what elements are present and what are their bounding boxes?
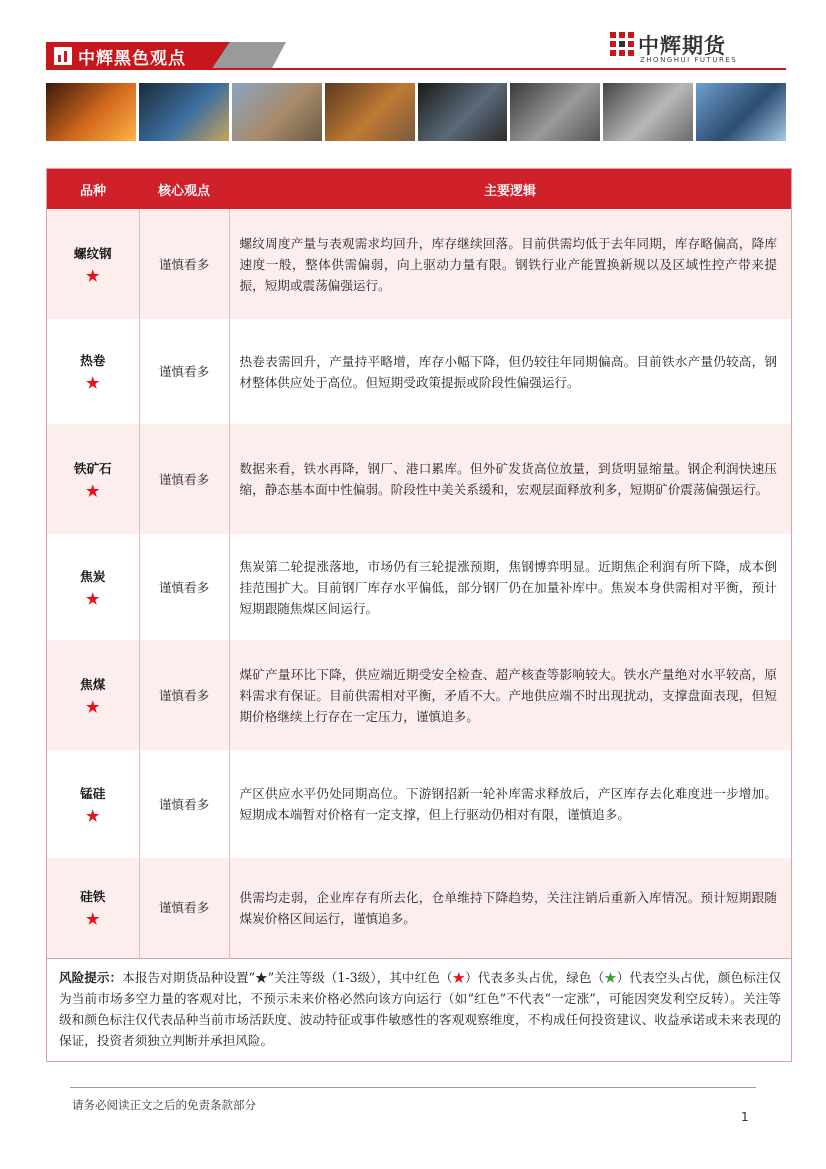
risk-disclaimer bbox=[47, 958, 791, 1061]
logo-name-cn: 中辉期货 bbox=[638, 34, 726, 58]
table-row-rebar bbox=[47, 209, 791, 319]
table-row-ferrosilicon bbox=[47, 858, 791, 958]
product-name: 锰硅 bbox=[80, 785, 106, 801]
red-star-icon: ★ bbox=[452, 969, 466, 985]
black-star-icon: ★ bbox=[255, 969, 268, 985]
logic-cell: 螺纹周度产量与表观需求均回升，库存继续回落。目前供需均低于去年同期，库存略偏高，降库速度一般，整体供需偏弱，向上驱动力量有限。钢铁行业产能置换新规以及区域性控产带来提振，短期或震荡偏强运行。 bbox=[229, 209, 791, 319]
logo-name-en: ZHONGHUI FUTURES bbox=[640, 56, 738, 64]
table-row-iron-ore bbox=[47, 424, 791, 534]
product-cell bbox=[47, 534, 139, 640]
product-cell bbox=[47, 858, 139, 958]
coal-lumps-photo bbox=[418, 83, 508, 141]
red-star-icon: ★ bbox=[86, 806, 100, 825]
logic-cell: 热卷表需回升，产量持平略增，库存小幅下降，但仍较往年同期偏高。目前铁水产量仍较高，钢材整体供应处于高位。但短期受政策提振或阶段性偏强运行。 bbox=[229, 319, 791, 424]
product-cell bbox=[47, 640, 139, 750]
steel-furnace-photo bbox=[46, 83, 136, 141]
excavator-photo bbox=[325, 83, 415, 141]
view-cell: 谨慎看多 bbox=[139, 424, 229, 534]
open-pit-mine-photo bbox=[232, 83, 322, 141]
product-cell bbox=[47, 319, 139, 424]
table-row-silicomanganese bbox=[47, 750, 791, 858]
company-logo bbox=[610, 30, 780, 70]
bar-chart-icon bbox=[54, 47, 72, 65]
risk-text: ”关注等级（1-3级），其中红色（ bbox=[267, 969, 453, 985]
risk-text: 本报告对期货品种设置“ bbox=[122, 969, 255, 985]
disclaimer-note: 请务必阅读正文之后的免责条款部分 bbox=[72, 1098, 256, 1112]
view-cell: 谨慎看多 bbox=[139, 534, 229, 640]
risk-text: ）代表空头占优，颜色标注仅为当前市场多空力量的客观对比，不预示未来价格必然向该方向运行（如“红色”不代表“一定涨”，可能因突发利空反转）。关注等级和颜色标注仅代表品种当前市场活跃度、波动特征或事件敏感性的客观观察维度，不构成任何投资建议、收益承诺或未来表现的保证，投资者须独立判断并承担风险。 bbox=[59, 969, 782, 1048]
product-cell bbox=[47, 424, 139, 534]
risk-row bbox=[47, 958, 791, 1061]
table-row-hot-coil bbox=[47, 319, 791, 424]
product-cell bbox=[47, 209, 139, 319]
logic-cell: 产区供应水平仍处同期高位。下游钢招新一轮补库需求释放后，产区库存去化难度进一步增加。短期成本端暂对价格有一定支撑，但上行驱动仍相对有限，谨慎追多。 bbox=[229, 750, 791, 858]
header-view: 核心观点 bbox=[139, 169, 229, 209]
risk-text: ）代表多头占优，绿色（ bbox=[465, 969, 605, 985]
red-star-icon: ★ bbox=[86, 481, 100, 500]
logic-cell: 焦炭第二轮提涨落地，市场仍有三轮提涨预期，焦钢博弈明显。近期焦企利润有所下降，成本倒挂范围扩大。目前钢厂库存水平偏低，部分钢厂仍在加量补库中。焦炭本身供需相对平衡，预计短期跟随焦煤区间运行。 bbox=[229, 534, 791, 640]
view-cell: 谨慎看多 bbox=[139, 209, 229, 319]
table-row-coke bbox=[47, 534, 791, 640]
header-logic: 主要逻辑 bbox=[229, 169, 791, 209]
section-title: 中辉黑色观点 bbox=[78, 49, 186, 69]
green-star-icon: ★ bbox=[604, 969, 617, 985]
product-name: 热卷 bbox=[80, 353, 106, 368]
photo-strip bbox=[46, 83, 786, 141]
red-star-icon: ★ bbox=[86, 697, 100, 716]
view-cell: 谨慎看多 bbox=[139, 319, 229, 424]
product-name: 焦煤 bbox=[80, 676, 106, 692]
red-star-icon: ★ bbox=[86, 910, 100, 929]
page-number: 1 bbox=[741, 1110, 749, 1124]
product-name: 焦炭 bbox=[80, 568, 106, 584]
view-cell: 谨慎看多 bbox=[139, 750, 229, 858]
logo-mark-icon bbox=[610, 32, 634, 56]
mine-tunnel-photo bbox=[139, 83, 229, 141]
logic-cell: 煤矿产量环比下降，供应端近期受安全检查、超产核查等影响较大。铁水产量绝对水平较高，原料需求有保证。目前供需相对平衡，矛盾不大。产地供应端不时出现扰动，支撑盘面表现，但短期价格继续上行存在一定压力，谨慎追多。 bbox=[229, 640, 791, 750]
red-star-icon: ★ bbox=[86, 266, 100, 285]
product-name: 螺纹钢 bbox=[73, 245, 112, 261]
logic-cell: 数据来看，铁水再降，钢厂、港口累库。但外矿发货高位放量，到货明显缩量。钢企利润快速压缩，静态基本面中性偏弱。阶段性中美关系缓和，宏观层面释放利多，短期矿价震荡偏强运行。 bbox=[229, 424, 791, 534]
view-cell: 谨慎看多 bbox=[139, 858, 229, 958]
steel-bridge-photo bbox=[696, 83, 786, 141]
footer-divider bbox=[70, 1087, 756, 1088]
view-table bbox=[46, 168, 792, 1062]
view-cell: 谨慎看多 bbox=[139, 640, 229, 750]
logic-cell: 供需均走弱，企业库存有所去化，仓单维持下降趋势，关注注销后重新入库情况。预计短期跟随煤炭价格区间运行，谨慎追多。 bbox=[229, 858, 791, 958]
rebar-bundle-photo bbox=[603, 83, 693, 141]
product-name: 硅铁 bbox=[80, 889, 106, 905]
table-row-coking-coal bbox=[47, 640, 791, 750]
table-header-row bbox=[47, 169, 791, 209]
product-name: 铁矿石 bbox=[73, 460, 112, 476]
header-product: 品种 bbox=[47, 169, 139, 209]
metal-blocks-photo bbox=[510, 83, 600, 141]
product-cell bbox=[47, 750, 139, 858]
red-star-icon: ★ bbox=[86, 374, 100, 392]
risk-label: 风险提示： bbox=[59, 969, 123, 985]
red-star-icon: ★ bbox=[86, 589, 100, 608]
